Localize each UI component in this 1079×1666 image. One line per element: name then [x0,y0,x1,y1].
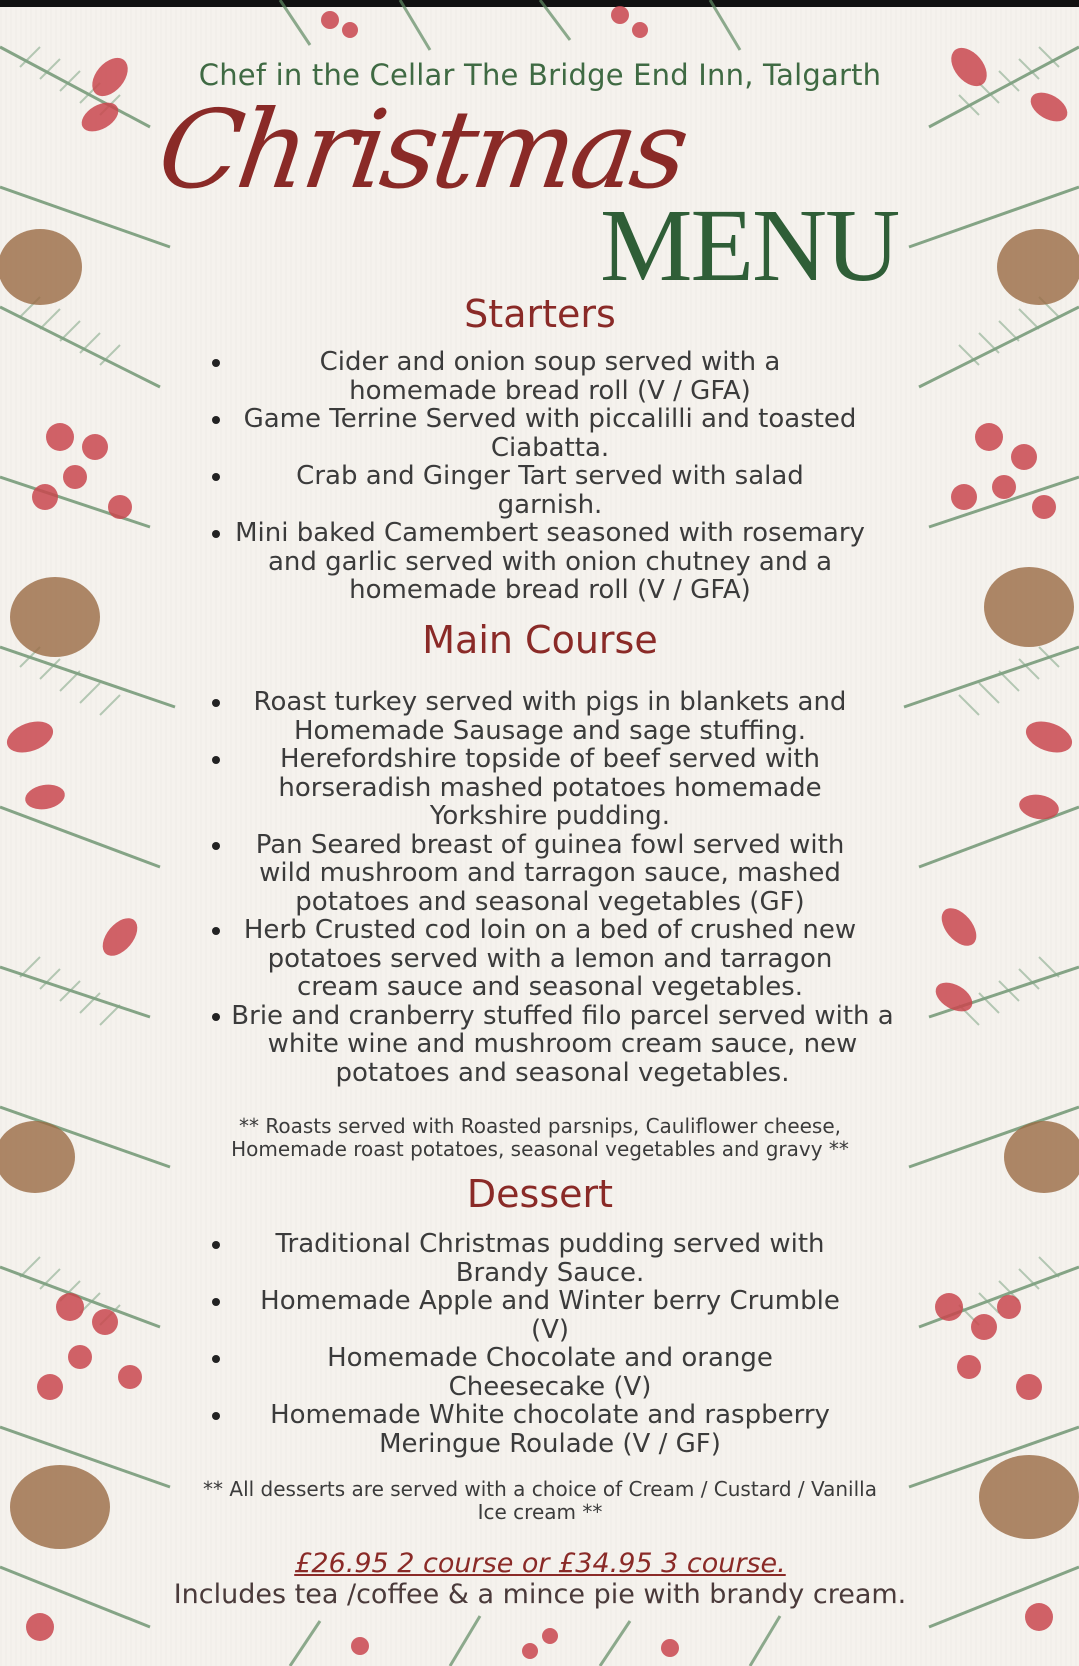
list-item: Homemade White chocolate and raspberry Meringue Roulade (V / GF) [200,1401,900,1458]
list-item: Homemade Apple and Winter berry Crumble (V) [200,1287,900,1344]
right-foliage-border [889,7,1079,1666]
title-script: Christmas [151,88,693,213]
list-item: Crab and Ginger Tart served with salad garnish. [200,462,900,519]
list-item: Herb Crusted cod loin on a bed of crushed new potatoes served with a lemon and tarragon cream sauce and seasonal vegetables. [200,916,900,1002]
roasts-note: ** Roasts served with Roasted parsnips, Cauliflower cheese, Homemade roast potatoes, seasonal vegetables and gravy ** [231,1114,849,1161]
main-course-list [200,688,900,1087]
list-item: Herefordshire topside of beef served with horseradish mashed potatoes homemade Yorkshire pudding. [200,745,900,831]
list-item: Cider and onion soup served with a homemade bread roll (V / GFA) [200,348,900,405]
list-item: Pan Seared breast of guinea fowl served with wild mushroom and tarragon sauce, mashed potatoes and seasonal vegetables (GF) [200,831,900,917]
list-item: Game Terrine Served with piccalilli and toasted Ciabatta. [200,405,900,462]
list-item: Brie and cranberry stuffed filo parcel served with a white wine and mushroom cream sauce, new potatoes and seasonal vegetables. [200,1002,900,1088]
list-item: Traditional Christmas pudding served with Brandy Sauce. [200,1230,900,1287]
dessert-heading: Dessert [466,1172,614,1216]
price-line: £26.95 2 course or £34.95 3 course. [294,1548,786,1579]
title-menu: MENU [600,188,899,303]
list-item: Mini baked Camembert seasoned with rosemary and garlic served with onion chutney and a homemade bread roll (V / GFA) [200,519,900,605]
list-item: Homemade Chocolate and orange Cheesecake (V) [200,1344,900,1401]
desserts-note: ** All desserts are served with a choice of Cream / Custard / Vanilla Ice cream ** [203,1477,877,1524]
list-item: Roast turkey served with pigs in blankets and Homemade Sausage and sage stuffing. [200,688,900,745]
left-foliage-border [0,7,190,1666]
dessert-list [200,1230,900,1458]
bottom-foliage-sprig [250,1606,850,1666]
starters-heading: Starters [464,292,616,336]
includes-line: Includes tea /coffee & a mince pie with brandy cream. [173,1579,907,1610]
venue-name: Chef in the Cellar The Bridge End Inn, Talgarth [198,58,882,92]
top-foliage-sprig [240,0,840,60]
starters-list [200,348,900,605]
main-course-heading: Main Course [422,618,658,662]
